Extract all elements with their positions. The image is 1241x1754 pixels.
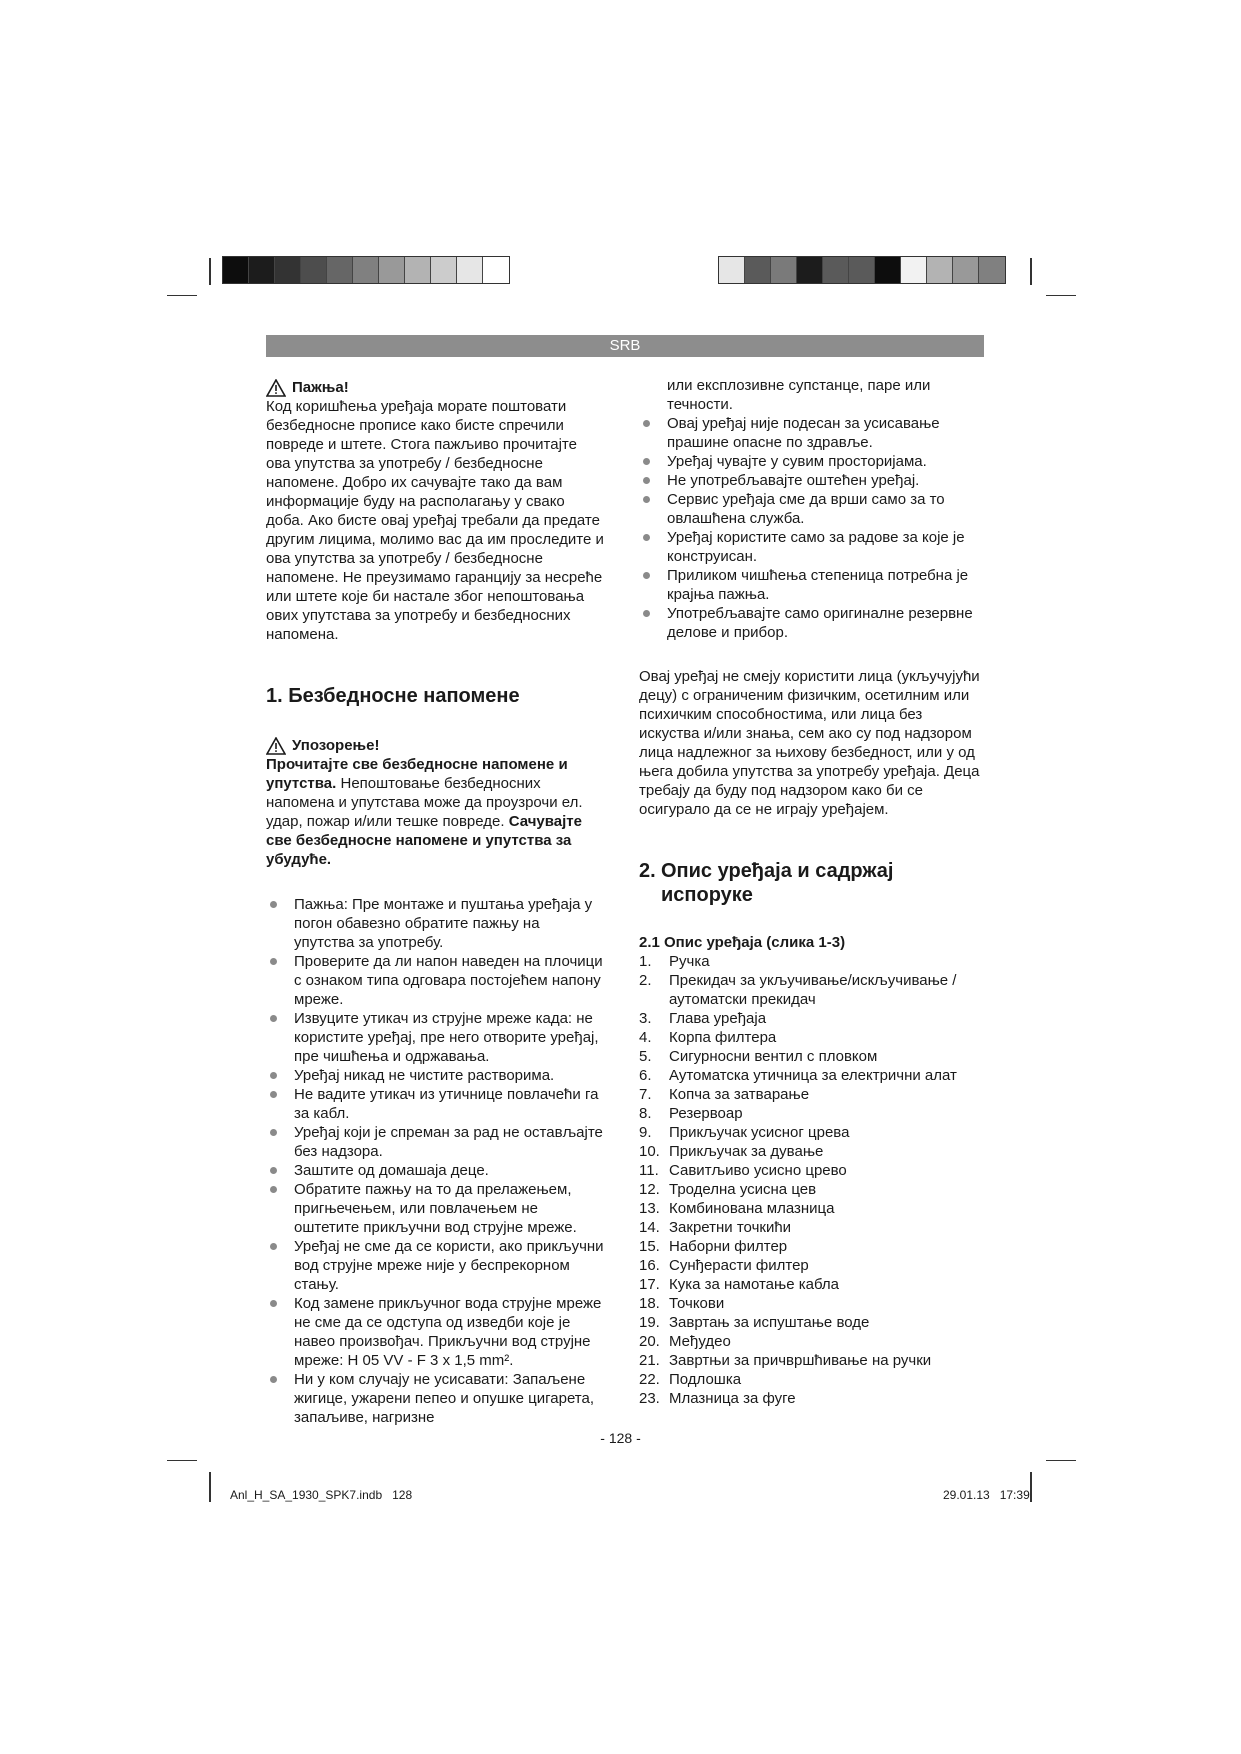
bullet-item: Не употребљавајте оштећен уређај.	[639, 471, 984, 490]
parts-list-item	[639, 1275, 984, 1294]
language-code: SRB	[609, 337, 641, 354]
parts-list-item	[639, 1256, 984, 1275]
section-1-title: 1. Безбедносне напомене	[266, 685, 520, 707]
color-swatch	[849, 257, 875, 283]
part-number: 8.	[639, 1105, 652, 1122]
crop-mark-h-top-left	[167, 295, 197, 296]
part-number: 22.	[639, 1371, 660, 1388]
color-swatch	[327, 257, 353, 283]
bullet-item: Не вадите утикач из утичнице повлачећи га за кабл.	[266, 1085, 604, 1123]
section-2-title-text: Опис уређаја и садржај испоруке	[661, 860, 894, 906]
part-label: Завртњи за причвршћивање на ручки	[669, 1352, 932, 1369]
parts-list-item	[639, 1370, 984, 1389]
bullet-item: Уређај не сме да се користи, ако прикључни вод струјне мреже није у беспрекорном стању.	[266, 1237, 604, 1294]
part-label: Корпа филтера	[669, 1029, 777, 1046]
bullet-item: Извуците утикач из струјне мреже када: не користите уређај, пре него отворите уређај, пре чишћења и одржавања.	[266, 1009, 604, 1066]
parts-list-item	[639, 1085, 984, 1104]
crop-mark-bottom-right	[1030, 1472, 1032, 1502]
part-number: 16.	[639, 1257, 660, 1274]
bullet-item: Уређај никад не чистите растворима.	[266, 1066, 604, 1085]
parts-list	[639, 952, 984, 1408]
part-label: Комбинована млазница	[669, 1200, 835, 1217]
parts-list-item	[639, 952, 984, 971]
part-label: Аутоматска утичница за електрични алат	[669, 1067, 957, 1084]
part-number: 12.	[639, 1181, 660, 1198]
color-calibration-strip-left	[222, 256, 510, 284]
bullet-item: Сервис уређаја сме да врши само за то овлашћена служба.	[639, 490, 984, 528]
warning-title: Упозорење!	[292, 737, 380, 754]
part-number: 14.	[639, 1219, 660, 1236]
part-label: Сигурносни вентил с пловком	[669, 1048, 878, 1065]
part-label: Прикључак усисног црева	[669, 1124, 850, 1141]
part-number: 19.	[639, 1314, 660, 1331]
part-number: 13.	[639, 1200, 660, 1217]
crop-mark-top-right	[1030, 258, 1032, 285]
left-column	[266, 378, 604, 1427]
part-label: Прикључак за дување	[669, 1143, 824, 1160]
part-label: Подлошка	[669, 1371, 742, 1388]
color-swatch	[823, 257, 849, 283]
bullet-item: Уређај користите само за радове за које је конструисан.	[639, 528, 984, 566]
color-swatch	[953, 257, 979, 283]
caution-text: Код коришћења уређаја морате поштовати безбедносне прописе како бисте спречили повреде и штете. Стога пажљиво прочитајте ова упутства за употребу / безбедносне напомене. Добро их сачувајте тако да вам информације буду на располагању у свако доба. Ако бисте овај уређај требали да предате другим лицима, молимо вас да им проследите и ова упутства за употребу / безбедносне напомене. Не преузимамо гаранцију за несреће или штете које би настале због непоштовања ових упутстава за употребу и безбедносних напомена.	[266, 398, 604, 643]
color-swatch	[979, 257, 1005, 283]
language-header-bar	[266, 335, 984, 357]
color-swatch	[457, 257, 483, 283]
parts-list-item	[639, 1028, 984, 1047]
caution-heading	[266, 378, 604, 397]
part-label: Резервоар	[669, 1105, 743, 1122]
bullet-item: Употребљавајте само оригиналне резервне делове и прибор.	[639, 604, 984, 642]
parts-list-item	[639, 1123, 984, 1142]
part-number: 11.	[639, 1162, 659, 1179]
color-swatch	[301, 257, 327, 283]
parts-list-item	[639, 1389, 984, 1408]
color-swatch	[927, 257, 953, 283]
part-label: Међудео	[669, 1333, 731, 1350]
part-label: Савитљиво усисно црево	[669, 1162, 847, 1179]
warning-paragraph	[266, 755, 604, 869]
crop-mark-top-left	[209, 258, 211, 285]
part-number: 20.	[639, 1333, 660, 1350]
safety-bullet-list	[266, 895, 604, 1427]
part-number: 17.	[639, 1276, 660, 1293]
part-number: 1.	[639, 953, 652, 970]
warning-bold-read: Прочитајте све безбедносне напомене и упутства.	[266, 756, 568, 792]
warning-heading	[266, 736, 604, 755]
part-number: 2.	[639, 972, 652, 989]
parts-list-item	[639, 1009, 984, 1028]
part-number: 10.	[639, 1143, 660, 1160]
bullet-item: Проверите да ли напон наведен на плочици с ознаком типа одговара постојећем напону мреже.	[266, 952, 604, 1009]
parts-list-item	[639, 971, 984, 1009]
parts-list-item	[639, 1294, 984, 1313]
color-swatch	[483, 257, 509, 283]
warning-triangle-icon	[266, 379, 286, 397]
part-label: Млазница за фуге	[669, 1390, 796, 1407]
crop-mark-h-bottom-right	[1046, 1460, 1076, 1461]
part-label: Копча за затварање	[669, 1086, 810, 1103]
subsection-title: 2.1 Опис уређаја (слика 1-3)	[639, 934, 846, 951]
parts-list-item	[639, 1180, 984, 1199]
continuation-text: или експлозивне супстанце, паре или течности.	[667, 377, 931, 413]
warning-triangle-icon	[266, 737, 286, 755]
bullet-item: Код замене прикључног вода струјне мреже не сме да се одступа од изведби које је навео произвођач. Прикључни вод струјне мреже: H 05 VV - F 3 x 1,5 mm².	[266, 1294, 604, 1370]
part-number: 4.	[639, 1029, 652, 1046]
file-info: Anl_H_SA_1930_SPK7.indb 128	[230, 1488, 413, 1502]
color-swatch	[771, 257, 797, 283]
warning-bold-keep: Сачувајте све безбедносне напомене и упутства за убудуће.	[266, 813, 582, 868]
bullet-item: Ни у ком случају не усисавати: Запаљене жигице, ужарени пепео и опушке цигарета, запаљиве, нагризне	[266, 1370, 604, 1427]
parts-list-item	[639, 1351, 984, 1370]
color-swatch	[223, 257, 249, 283]
bullet-item: Овај уређај није подесан за усисавање прашине опасне по здравље.	[639, 414, 984, 452]
part-label: Кука за намотање кабла	[669, 1276, 839, 1293]
part-label: Сунђерасти филтер	[669, 1257, 809, 1274]
crop-mark-h-top-right	[1046, 295, 1076, 296]
bullet-item: Уређај који је спреман за рад не остављајте без надзора.	[266, 1123, 604, 1161]
part-label: Завртањ за испуштање воде	[669, 1314, 870, 1331]
date-time: 29.01.13 17:39	[943, 1488, 1030, 1502]
parts-list-item	[639, 1047, 984, 1066]
part-label: Закретни точкићи	[669, 1219, 792, 1236]
color-swatch	[745, 257, 771, 283]
part-number: 5.	[639, 1048, 652, 1065]
part-number: 18.	[639, 1295, 660, 1312]
parts-list-item	[639, 1237, 984, 1256]
bullet-item: Заштите од домашаја деце.	[266, 1161, 604, 1180]
color-swatch	[431, 257, 457, 283]
crop-mark-h-bottom-left	[167, 1460, 197, 1461]
crop-mark-bottom-left	[209, 1472, 211, 1502]
part-label: Ручка	[669, 953, 710, 970]
part-number: 6.	[639, 1067, 652, 1084]
color-swatch	[405, 257, 431, 283]
color-swatch	[901, 257, 927, 283]
part-label: Наборни филтер	[669, 1238, 788, 1255]
color-swatch	[275, 257, 301, 283]
page-number: - 128 -	[600, 1430, 641, 1446]
caution-title: Пажња!	[292, 379, 349, 396]
bullet-item: Пажња: Пре монтаже и пуштања уређаја у погон обавезно обратите пажњу на упутства за употребу.	[266, 895, 604, 952]
section-2-title	[639, 859, 984, 907]
color-swatch	[719, 257, 745, 283]
part-number: 21.	[639, 1352, 660, 1369]
part-number: 23.	[639, 1390, 660, 1407]
part-number: 15.	[639, 1238, 660, 1255]
part-number: 9.	[639, 1124, 652, 1141]
color-swatch	[353, 257, 379, 283]
part-number: 7.	[639, 1086, 652, 1103]
part-number: 3.	[639, 1010, 652, 1027]
warning-text: Непоштовање безбедносних напомена и упутстава може да проузрочи ел. удар, пожар и/или тешке повреде.	[266, 775, 583, 830]
part-label: Точкови	[669, 1295, 725, 1312]
right-column	[639, 376, 984, 1408]
part-label: Глава уређаја	[669, 1010, 767, 1027]
section-2-number: 2.	[639, 860, 656, 882]
bullet-item: Обратите пажњу на то да прелажењем, пригњечењем, или повлачењем не оштетите прикључни вод струјне мреже.	[266, 1180, 604, 1237]
parts-list-item	[639, 1332, 984, 1351]
color-calibration-strip-right	[718, 256, 1006, 284]
parts-list-item	[639, 1066, 984, 1085]
color-swatch	[379, 257, 405, 283]
parts-list-item	[639, 1161, 984, 1180]
color-swatch	[797, 257, 823, 283]
safety-bullet-list-continued	[639, 414, 984, 642]
bullet-item: Уређај чувајте у сувим просторијама.	[639, 452, 984, 471]
color-swatch	[249, 257, 275, 283]
part-label: Прекидач за укључивање/искључивање / аутоматски прекидач	[669, 972, 957, 1008]
color-swatch	[875, 257, 901, 283]
parts-list-item	[639, 1104, 984, 1123]
parts-list-item	[639, 1218, 984, 1237]
parts-list-item	[639, 1313, 984, 1332]
children-paragraph: Овај уређај не смеју користити лица (укључујући децу) с ограниченим физичким, осетилним или психичким способностима, или лица без искуства и/или знања, сем ако су под надзором лица надлежног за њихову безбедност, или у од њега добила упутства за употребу уређаја. Деца требају да буду под надзором како би се осигурало да се не играју уређајем.	[639, 668, 980, 818]
bullet-item: Приликом чишћења степеница потребна је крајња пажња.	[639, 566, 984, 604]
parts-list-item	[639, 1199, 984, 1218]
parts-list-item	[639, 1142, 984, 1161]
part-label: Троделна усисна цев	[669, 1181, 817, 1198]
